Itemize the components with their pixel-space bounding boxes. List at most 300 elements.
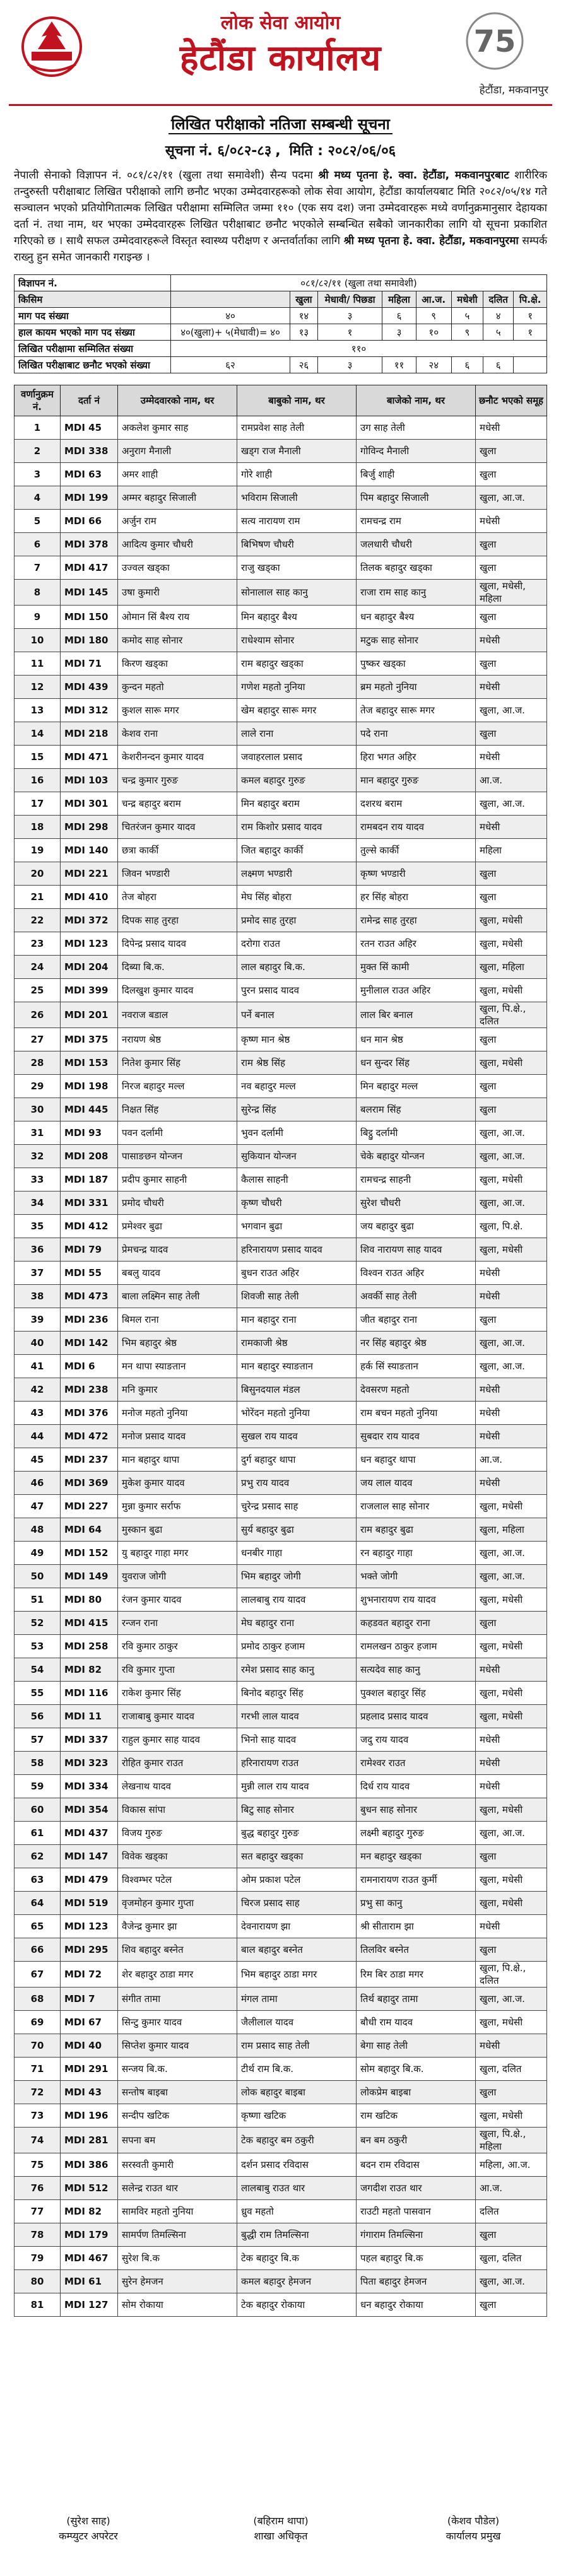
table-cell: सोम बहादुर बि.क. xyxy=(357,2058,476,2081)
table-cell: राउटी महतो पासवान xyxy=(357,2200,476,2223)
table-row xyxy=(15,1845,547,1868)
table-cell: बिसुनदयाल मंडल xyxy=(237,1378,357,1402)
table-cell: MDI 471 xyxy=(61,746,118,769)
table-cell: खुला, दलित xyxy=(476,2247,547,2270)
table-cell: कृष्णा खटिक xyxy=(237,2104,357,2128)
table-cell: जीत बहादुर राना xyxy=(357,1308,476,1332)
table-cell: गोविन्द मैनाली xyxy=(357,440,476,463)
table-cell: MDI 415 xyxy=(61,1612,118,1635)
table-cell: खुला, आ.ज. xyxy=(476,1542,547,1565)
table-row xyxy=(15,1962,547,1988)
table-cell: प्रमोद ठाकुर हजाम xyxy=(237,1635,357,1658)
table-cell: MDI 82 xyxy=(61,2200,118,2223)
table-cell: 70 xyxy=(15,2034,61,2058)
table-cell: खुला, मधेसी xyxy=(476,1495,547,1518)
table-cell: MDI 378 xyxy=(61,533,118,556)
table-cell: चन्द्र बहादुर बराम xyxy=(118,792,237,816)
table-cell: लोक बहादुर बाइबा xyxy=(237,2081,357,2104)
table-cell: ब्रम महतो नुनिया xyxy=(357,676,476,699)
table-cell: MDI 375 xyxy=(61,1028,118,1051)
table-cell: मुनीलाल राउत अहिर xyxy=(357,979,476,1002)
table-cell: 73 xyxy=(15,2104,61,2128)
table-cell: बिट्ठु दर्लामी xyxy=(357,1121,476,1145)
table-cell: MDI 417 xyxy=(61,556,118,580)
table-cell: हिरा भगत अहिर xyxy=(357,746,476,769)
table-row xyxy=(15,2247,547,2270)
table-cell: 51 xyxy=(15,1588,61,1612)
table-cell: पदे राना xyxy=(357,722,476,746)
table-cell: MDI 204 xyxy=(61,956,118,979)
table-cell: खुला xyxy=(476,606,547,629)
table-row xyxy=(15,1635,547,1658)
table-cell: विजय गुरुङ xyxy=(118,1822,237,1845)
table-cell: राम बचन महतो नुनिया xyxy=(357,1402,476,1425)
table-cell: MDI 140 xyxy=(61,839,118,862)
table-row xyxy=(15,1098,547,1121)
table-cell: जय बहादुर बुढा xyxy=(357,1215,476,1238)
table-cell: MDI 291 xyxy=(61,2058,118,2081)
table-cell: यु बहादुर गाहा मगर xyxy=(118,1542,237,1565)
table-cell: बुधन राउत अहिर xyxy=(237,1262,357,1285)
table-cell: 75 xyxy=(15,2153,61,2177)
table-cell: पहल बहादुर बि.क xyxy=(357,2247,476,2270)
table-cell: रतन राउत अहिर xyxy=(357,932,476,956)
table-cell: खुला, आ.ज. xyxy=(476,486,547,510)
table-cell: संगीत तामा xyxy=(118,1988,237,2011)
table-cell: बदन राम रविदास xyxy=(357,2153,476,2177)
table-cell: मुक्त सिं कामी xyxy=(357,956,476,979)
table-row xyxy=(15,416,547,440)
table-cell: MDI 410 xyxy=(61,886,118,909)
table-row xyxy=(15,1168,547,1191)
table-row xyxy=(15,463,547,486)
col-roll: दर्ता नं xyxy=(61,385,118,416)
table-row xyxy=(15,1542,547,1565)
table-cell: 80 xyxy=(15,2270,61,2293)
table-row xyxy=(15,2177,547,2200)
table-cell: खुला xyxy=(476,2223,547,2247)
table-row xyxy=(15,1238,547,1262)
table-cell: मन थापा स्याङतान xyxy=(118,1355,237,1378)
table-row xyxy=(15,1705,547,1728)
table-cell: 64 xyxy=(15,1892,61,1915)
table-cell: 52 xyxy=(15,1612,61,1635)
notice-number-line: सूचना नं. ६/०८२-८३ , मिति : २०८२/०६/०६ xyxy=(165,143,396,159)
table-cell: नव बहादुर मल्ल xyxy=(237,1075,357,1098)
table-row xyxy=(15,1518,547,1542)
table-cell: दिपक साह तुरहा xyxy=(118,909,237,932)
table-cell: मधेसी xyxy=(476,416,547,440)
table-cell: 15 xyxy=(15,746,61,769)
table-cell: MDI 237 xyxy=(61,1448,118,1472)
table-cell: राम बहादुर बुढा xyxy=(357,1518,476,1542)
table-cell: पुक्शल बहादुर सिंह xyxy=(357,1682,476,1705)
table-cell: भिम बहादुर जोगी xyxy=(237,1565,357,1588)
table-cell: भुवन दर्लामी xyxy=(237,1121,357,1145)
table-cell: 57 xyxy=(15,1728,61,1752)
table-cell: MDI 236 xyxy=(61,1308,118,1332)
table-cell: खुला, पि.क्षे., महिला xyxy=(476,2128,547,2153)
table-row xyxy=(15,2270,547,2293)
table-cell: खुला, आ.ज. xyxy=(476,792,547,816)
table-cell: खुला, मधेसी xyxy=(476,932,547,956)
table-cell: प्रेमचन्द्र यादव xyxy=(118,1238,237,1262)
table-cell: धन बहादुर बैश्य xyxy=(357,606,476,629)
table-cell: 8 xyxy=(15,580,61,606)
table-cell: राहुल कुमार साह यादव xyxy=(118,1728,237,1752)
table-row xyxy=(15,746,547,769)
table-cell: MDI 472 xyxy=(61,1425,118,1448)
table-cell: लाले राना xyxy=(237,722,357,746)
table-cell: खुला, आ.ज. xyxy=(476,1332,547,1355)
table-cell: श्री सीताराम झा xyxy=(357,1915,476,1938)
table-cell: रामलखन ठाकुर हजाम xyxy=(357,1635,476,1658)
table-cell: खुला xyxy=(476,1075,547,1098)
table-row xyxy=(15,580,547,606)
table-cell: चेके बहादुर योन्जन xyxy=(357,1145,476,1168)
table-cell: कहडवत बहादुर राना xyxy=(357,1612,476,1635)
table-row xyxy=(15,816,547,839)
table-cell: 45 xyxy=(15,1448,61,1472)
table-row xyxy=(15,1402,547,1425)
table-cell: खुला xyxy=(476,440,547,463)
table-cell: खुला, आ.ज. xyxy=(476,1988,547,2011)
table-row xyxy=(15,2011,547,2034)
table-row xyxy=(15,792,547,816)
letterhead xyxy=(0,0,561,107)
table-cell: कुन्दन महतो xyxy=(118,676,237,699)
office-title: हेटौंडा कार्यालय xyxy=(179,38,382,79)
table-row xyxy=(15,1448,547,1472)
table-cell: रामचन्द्र राम xyxy=(357,510,476,533)
table-row xyxy=(15,979,547,1002)
table-cell: बुधन साह सोनार xyxy=(357,1798,476,1822)
table-cell: प्रमोद साह तुरहा xyxy=(237,909,357,932)
table-cell: दलित xyxy=(476,2200,547,2223)
table-cell: तिर्थ बहादुर तामा xyxy=(357,1988,476,2011)
table-cell: खुला, आ.ज. xyxy=(476,1565,547,1588)
table-cell: मधेसी xyxy=(476,1775,547,1798)
table-row xyxy=(15,1682,547,1705)
table-cell: सुखल राय यादव xyxy=(237,1425,357,1448)
table-cell: MDI 82 xyxy=(61,1658,118,1682)
table-cell: MDI 103 xyxy=(61,769,118,792)
table-cell: खुला, मधेसी xyxy=(476,1682,547,1705)
table-cell: 17 xyxy=(15,792,61,816)
table-cell: राम खटिक xyxy=(357,2104,476,2128)
table-cell: बिमल राना xyxy=(118,1308,237,1332)
table-row xyxy=(15,533,547,556)
table-cell: खुला xyxy=(476,2081,547,2104)
table-cell: हर सिंह बोहरा xyxy=(357,886,476,909)
table-cell: आ.ज. xyxy=(476,2177,547,2200)
table-cell: 36 xyxy=(15,1238,61,1262)
table-cell: मन बहादुर खड्का xyxy=(357,1845,476,1868)
table-cell: बिनोद बहादुर सिंह xyxy=(237,1682,357,1705)
table-cell: खुला xyxy=(476,556,547,580)
table-cell: मधेसी xyxy=(476,1752,547,1775)
table-cell: 20 xyxy=(15,862,61,886)
table-cell: MDI 281 xyxy=(61,2128,118,2153)
table-cell: MDI 479 xyxy=(61,1868,118,1892)
table-cell: खुला xyxy=(476,2293,547,2317)
table-cell: सुकियान योन्जन xyxy=(237,1145,357,1168)
table-cell: नितेश कुमार सिंह xyxy=(118,1051,237,1075)
table-cell: मधेसी xyxy=(476,1402,547,1425)
table-row xyxy=(15,886,547,909)
table-cell: MDI 123 xyxy=(61,1915,118,1938)
table-cell: खुला, मधेसी xyxy=(476,1588,547,1612)
table-cell: MDI 201 xyxy=(61,1002,118,1028)
table-cell: जगदीश राउत थार xyxy=(357,2177,476,2200)
table-cell: प्रभु सा कानु xyxy=(357,1892,476,1915)
table-cell: धन बहादुर रोकाया xyxy=(357,2293,476,2317)
table-row xyxy=(15,699,547,722)
table-cell: खुला, पि.क्षे., दलित xyxy=(476,1962,547,1988)
table-cell: MDI 187 xyxy=(61,1168,118,1191)
table-cell: लक्ष्मी बहादुर गुरुङ xyxy=(357,1822,476,1845)
table-cell: राम बहादुर खड्का xyxy=(237,652,357,676)
table-cell: MDI 72 xyxy=(61,1962,118,1988)
table-cell: राजा राम साह कानु xyxy=(357,580,476,606)
adv-value: ०८१/८२/११ (खुला तथा समावेशी) xyxy=(171,275,547,291)
table-cell: राम श्रेष्ठ सिंह xyxy=(237,1051,357,1075)
table-cell: खुला, मधेसी xyxy=(476,1168,547,1191)
table-cell: 33 xyxy=(15,1168,61,1191)
notice-date: मिति : २०८२/०६/०६ xyxy=(289,143,396,159)
table-cell: MDI 7 xyxy=(61,1988,118,2011)
table-cell: रिम बिर ठाडा मगर xyxy=(357,1962,476,1988)
header-divider xyxy=(9,104,552,106)
table-cell: MDI 337 xyxy=(61,1728,118,1752)
table-cell: जिवन भण्डारी xyxy=(118,862,237,886)
table-cell: MDI 67 xyxy=(61,2011,118,2034)
table-cell: 66 xyxy=(15,1938,61,1962)
table-row xyxy=(15,1728,547,1752)
table-cell: मधेसी xyxy=(476,676,547,699)
table-cell: विश्वन राउत अहिर xyxy=(357,1262,476,1285)
table-cell: बलराम सिंह xyxy=(357,1098,476,1121)
table-cell: अर्जुन राम xyxy=(118,510,237,533)
table-cell: MDI 180 xyxy=(61,629,118,652)
table-cell: अमर शाही xyxy=(118,463,237,486)
table-cell: मुन्नी लाल राय यादव xyxy=(237,1775,357,1798)
col-serial: वर्णानुक्रम नं. xyxy=(15,385,61,416)
table-cell: लालबाबु राय यादव xyxy=(237,1588,357,1612)
table-row xyxy=(15,1565,547,1588)
table-cell: महिला xyxy=(476,839,547,862)
table-cell: रन्जन राना xyxy=(118,1612,237,1635)
table-cell: खुला xyxy=(476,862,547,886)
summary-table: विज्ञापन नं. ०८१/८२/११ (खुला तथा समावेशी) किसिम खुला मेधावी/ पिछडा महिला आ.ज. मधेशी दलित पि.क्षे. माग पद संख्या ४० १४ ३ ६ ९ ५ ४ १ हाल कायम भएको माग पद संख्या ४०(खुला)+ ५(मेधावी)= ४० १३ १ ३ १० ९ ५ १ लिखित परीक्षामा सम्मिलित संख्या ११० लिखित परीक्षाबाट छनौट भएको संख्या ६२ २६ ३ ११ २४ ६ ६ xyxy=(14,274,547,373)
table-cell: वृजमोहन कुमार गुप्ता xyxy=(118,1892,237,1915)
table-cell: दुर्ग बहादुर थापा xyxy=(237,1448,357,1472)
table-cell: MDI 312 xyxy=(61,699,118,722)
table-cell: 60 xyxy=(15,1798,61,1822)
table-cell: बाला लक्ष्मिन साह तेली xyxy=(118,1285,237,1308)
table-cell: खुला, मधेसी xyxy=(476,1868,547,1892)
table-cell: 27 xyxy=(15,1028,61,1051)
table-cell: खुला, मधेसी xyxy=(476,1892,547,1915)
table-cell: खुला, मधेसी xyxy=(476,1238,547,1262)
table-cell: रामप्रवेश साह तेली xyxy=(237,416,357,440)
table-row xyxy=(15,2058,547,2081)
table-row xyxy=(15,1002,547,1028)
table-cell: MDI 445 xyxy=(61,1098,118,1121)
table-row xyxy=(15,2034,547,2058)
table-cell: 63 xyxy=(15,1868,61,1892)
table-cell: 47 xyxy=(15,1495,61,1518)
table-cell: खुला, मधेसी, महिला xyxy=(476,580,547,606)
table-row xyxy=(15,1285,547,1308)
table-cell: मुन्ना कुमार सर्राफ xyxy=(118,1495,237,1518)
table-cell: सरस्वती कुमारी xyxy=(118,2153,237,2177)
table-cell: MDI 331 xyxy=(61,1191,118,1215)
table-cell: मनि कुमार xyxy=(118,1378,237,1402)
table-cell: रामकाजी श्रेष्ठ xyxy=(237,1332,357,1355)
table-cell: MDI 399 xyxy=(61,979,118,1002)
table-cell: खुला, महिला xyxy=(476,956,547,979)
table-cell: गरभी लाल यादव xyxy=(237,1705,357,1728)
table-row xyxy=(15,769,547,792)
table-cell: राम प्रसाद साह तेली xyxy=(237,2034,357,2058)
table-cell: आदित्य कुमार चौधरी xyxy=(118,533,237,556)
table-cell: 26 xyxy=(15,1002,61,1028)
table-cell: राधेश्याम सोनार xyxy=(237,629,357,652)
table-cell: कृष्ण भण्डारी xyxy=(357,862,476,886)
table-cell: राम किशोर प्रसाद यादव xyxy=(237,816,357,839)
table-cell: सत्य नारायण राम xyxy=(237,510,357,533)
col-name: उम्मेदवारको नाम, थर xyxy=(118,385,237,416)
table-row xyxy=(15,1378,547,1402)
table-cell: खुला, पि.क्षे., दलित xyxy=(476,1002,547,1028)
table-cell: बिटु साह सोनार xyxy=(237,1798,357,1822)
table-cell: 58 xyxy=(15,1752,61,1775)
table-cell: हर्क सिं स्याङतान xyxy=(357,1355,476,1378)
table-cell: खुला, आ.ज. xyxy=(476,1822,547,1845)
table-cell: MDI 437 xyxy=(61,1822,118,1845)
table-row xyxy=(15,1868,547,1892)
table-cell: MDI 116 xyxy=(61,1682,118,1705)
table-cell: 48 xyxy=(15,1518,61,1542)
table-cell: मटुक साह सोनार xyxy=(357,629,476,652)
table-cell: जैलीलाल यादव xyxy=(237,2011,357,2034)
table-cell: रन बहादुर गाहा xyxy=(357,1542,476,1565)
table-cell: MDI 123 xyxy=(61,932,118,956)
table-cell: उषा कुमारी xyxy=(118,580,237,606)
table-cell: राजाबाबु कुमार यादव xyxy=(118,1705,237,1728)
table-cell: मिन बहादुर बैश्य xyxy=(237,606,357,629)
table-cell: टेक बहादुर रोकाया xyxy=(237,2293,357,2317)
table-cell: सलेन्द्र राउत थार xyxy=(118,2177,237,2200)
table-cell: खुला, मधेसी xyxy=(476,1798,547,1822)
table-cell: मुस्कान बुढा xyxy=(118,1518,237,1542)
table-cell: तिलक बहादुर खड्का xyxy=(357,556,476,580)
table-cell: लाल बहादुर बि.क. xyxy=(237,956,357,979)
table-cell: 69 xyxy=(15,2011,61,2034)
table-cell: रामेन्द्र साह तुरहा xyxy=(357,909,476,932)
table-cell: 10 xyxy=(15,629,61,652)
table-cell: MDI 6 xyxy=(61,1355,118,1378)
table-cell: बिर्जु शाही xyxy=(357,463,476,486)
table-cell: खुला, आ.ज. xyxy=(476,699,547,722)
table-cell: मधेसी xyxy=(476,1285,547,1308)
table-cell: 68 xyxy=(15,1988,61,2011)
table-cell: कृष्ण चौधरी xyxy=(237,1191,357,1215)
table-cell: वैजेन्द्र कुमार झा xyxy=(118,1915,237,1938)
table-row xyxy=(15,1145,547,1168)
table-cell: लोकप्रेम बाइबा xyxy=(357,2081,476,2104)
table-cell: मान बहादुर गुरुङ xyxy=(357,769,476,792)
table-cell: किरण खड्का xyxy=(118,652,237,676)
table-cell: जित बहादुर कार्की xyxy=(237,839,357,862)
table-cell: भिम बहादुर ठाडा मगर xyxy=(237,1962,357,1988)
table-cell: खेम बहादुर सारू मगर xyxy=(237,699,357,722)
table-cell: रवि कुमार गुप्ता xyxy=(118,1658,237,1682)
table-cell: नरायण श्रेष्ठ xyxy=(118,1028,237,1051)
table-cell: 35 xyxy=(15,1215,61,1238)
table-cell: MDI 145 xyxy=(61,580,118,606)
table-cell: रामेश्वर राउत xyxy=(357,1752,476,1775)
table-cell: 49 xyxy=(15,1542,61,1565)
table-cell: 2 xyxy=(15,440,61,463)
notice-number: सूचना नं. ६/०८२-८३ xyxy=(165,143,272,159)
table-cell: 24 xyxy=(15,956,61,979)
table-cell: कमल बहादुर हेमजन xyxy=(237,2270,357,2293)
table-row xyxy=(15,556,547,580)
table-cell: 79 xyxy=(15,2247,61,2270)
table-cell: दिपेन्द्र प्रसाद यादव xyxy=(118,932,237,956)
table-cell: जवाहरलाल प्रसाद xyxy=(237,746,357,769)
table-cell: गंगाराम तिमल्सिना xyxy=(357,2223,476,2247)
table-row xyxy=(15,1191,547,1215)
table-cell: भविराम सिजाली xyxy=(237,486,357,510)
table-cell: राजु खड्का xyxy=(237,556,357,580)
table-cell: MDI 80 xyxy=(61,1588,118,1612)
table-row xyxy=(15,629,547,652)
table-cell: केशरीनन्दन कुमार यादव xyxy=(118,746,237,769)
table-cell: भक्ते जोगी xyxy=(357,1565,476,1588)
table-cell: खुला xyxy=(476,1845,547,1868)
table-cell: विकास सांपा xyxy=(118,1798,237,1822)
table-cell: 67 xyxy=(15,1962,61,1988)
table-row xyxy=(15,1915,547,1938)
table-cell: पिम बहादुर सिजाली xyxy=(357,486,476,510)
table-cell: सोम रोकाया xyxy=(118,2293,237,2317)
table-cell: MDI 238 xyxy=(61,1378,118,1402)
table-cell: बाल बहादुर बस्नेत xyxy=(237,1938,357,1962)
table-cell: MDI 221 xyxy=(61,862,118,886)
table-cell: 41 xyxy=(15,1355,61,1378)
table-cell: शिव नारायण साह यादव xyxy=(357,1238,476,1262)
table-cell: खुला, आ.ज. xyxy=(476,1121,547,1145)
table-cell: प्रमेश्वर बुढा xyxy=(118,1215,237,1238)
table-cell: ओमान सिं बैश्य राय xyxy=(118,606,237,629)
table-cell: पुरन प्रसाद यादव xyxy=(237,979,357,1002)
table-cell: भिम बहादुर श्रेष्ठ xyxy=(118,1332,237,1355)
table-cell: शुभनारायण राय यादव xyxy=(357,1588,476,1612)
table-cell: MDI 386 xyxy=(61,2153,118,2177)
table-row xyxy=(15,1892,547,1915)
table-cell: मधेसी xyxy=(476,816,547,839)
table-cell: अकलेश कुमार साह xyxy=(118,416,237,440)
table-cell: मधेसी xyxy=(476,629,547,652)
table-cell: MDI 412 xyxy=(61,1215,118,1238)
table-cell: खुला xyxy=(476,1028,547,1051)
signature-operator: (सुरेश साह) कम्प्युटर अपरेटर xyxy=(59,2515,118,2542)
table-cell: रंजन कुमार यादव xyxy=(118,1588,237,1612)
table-row xyxy=(15,606,547,629)
